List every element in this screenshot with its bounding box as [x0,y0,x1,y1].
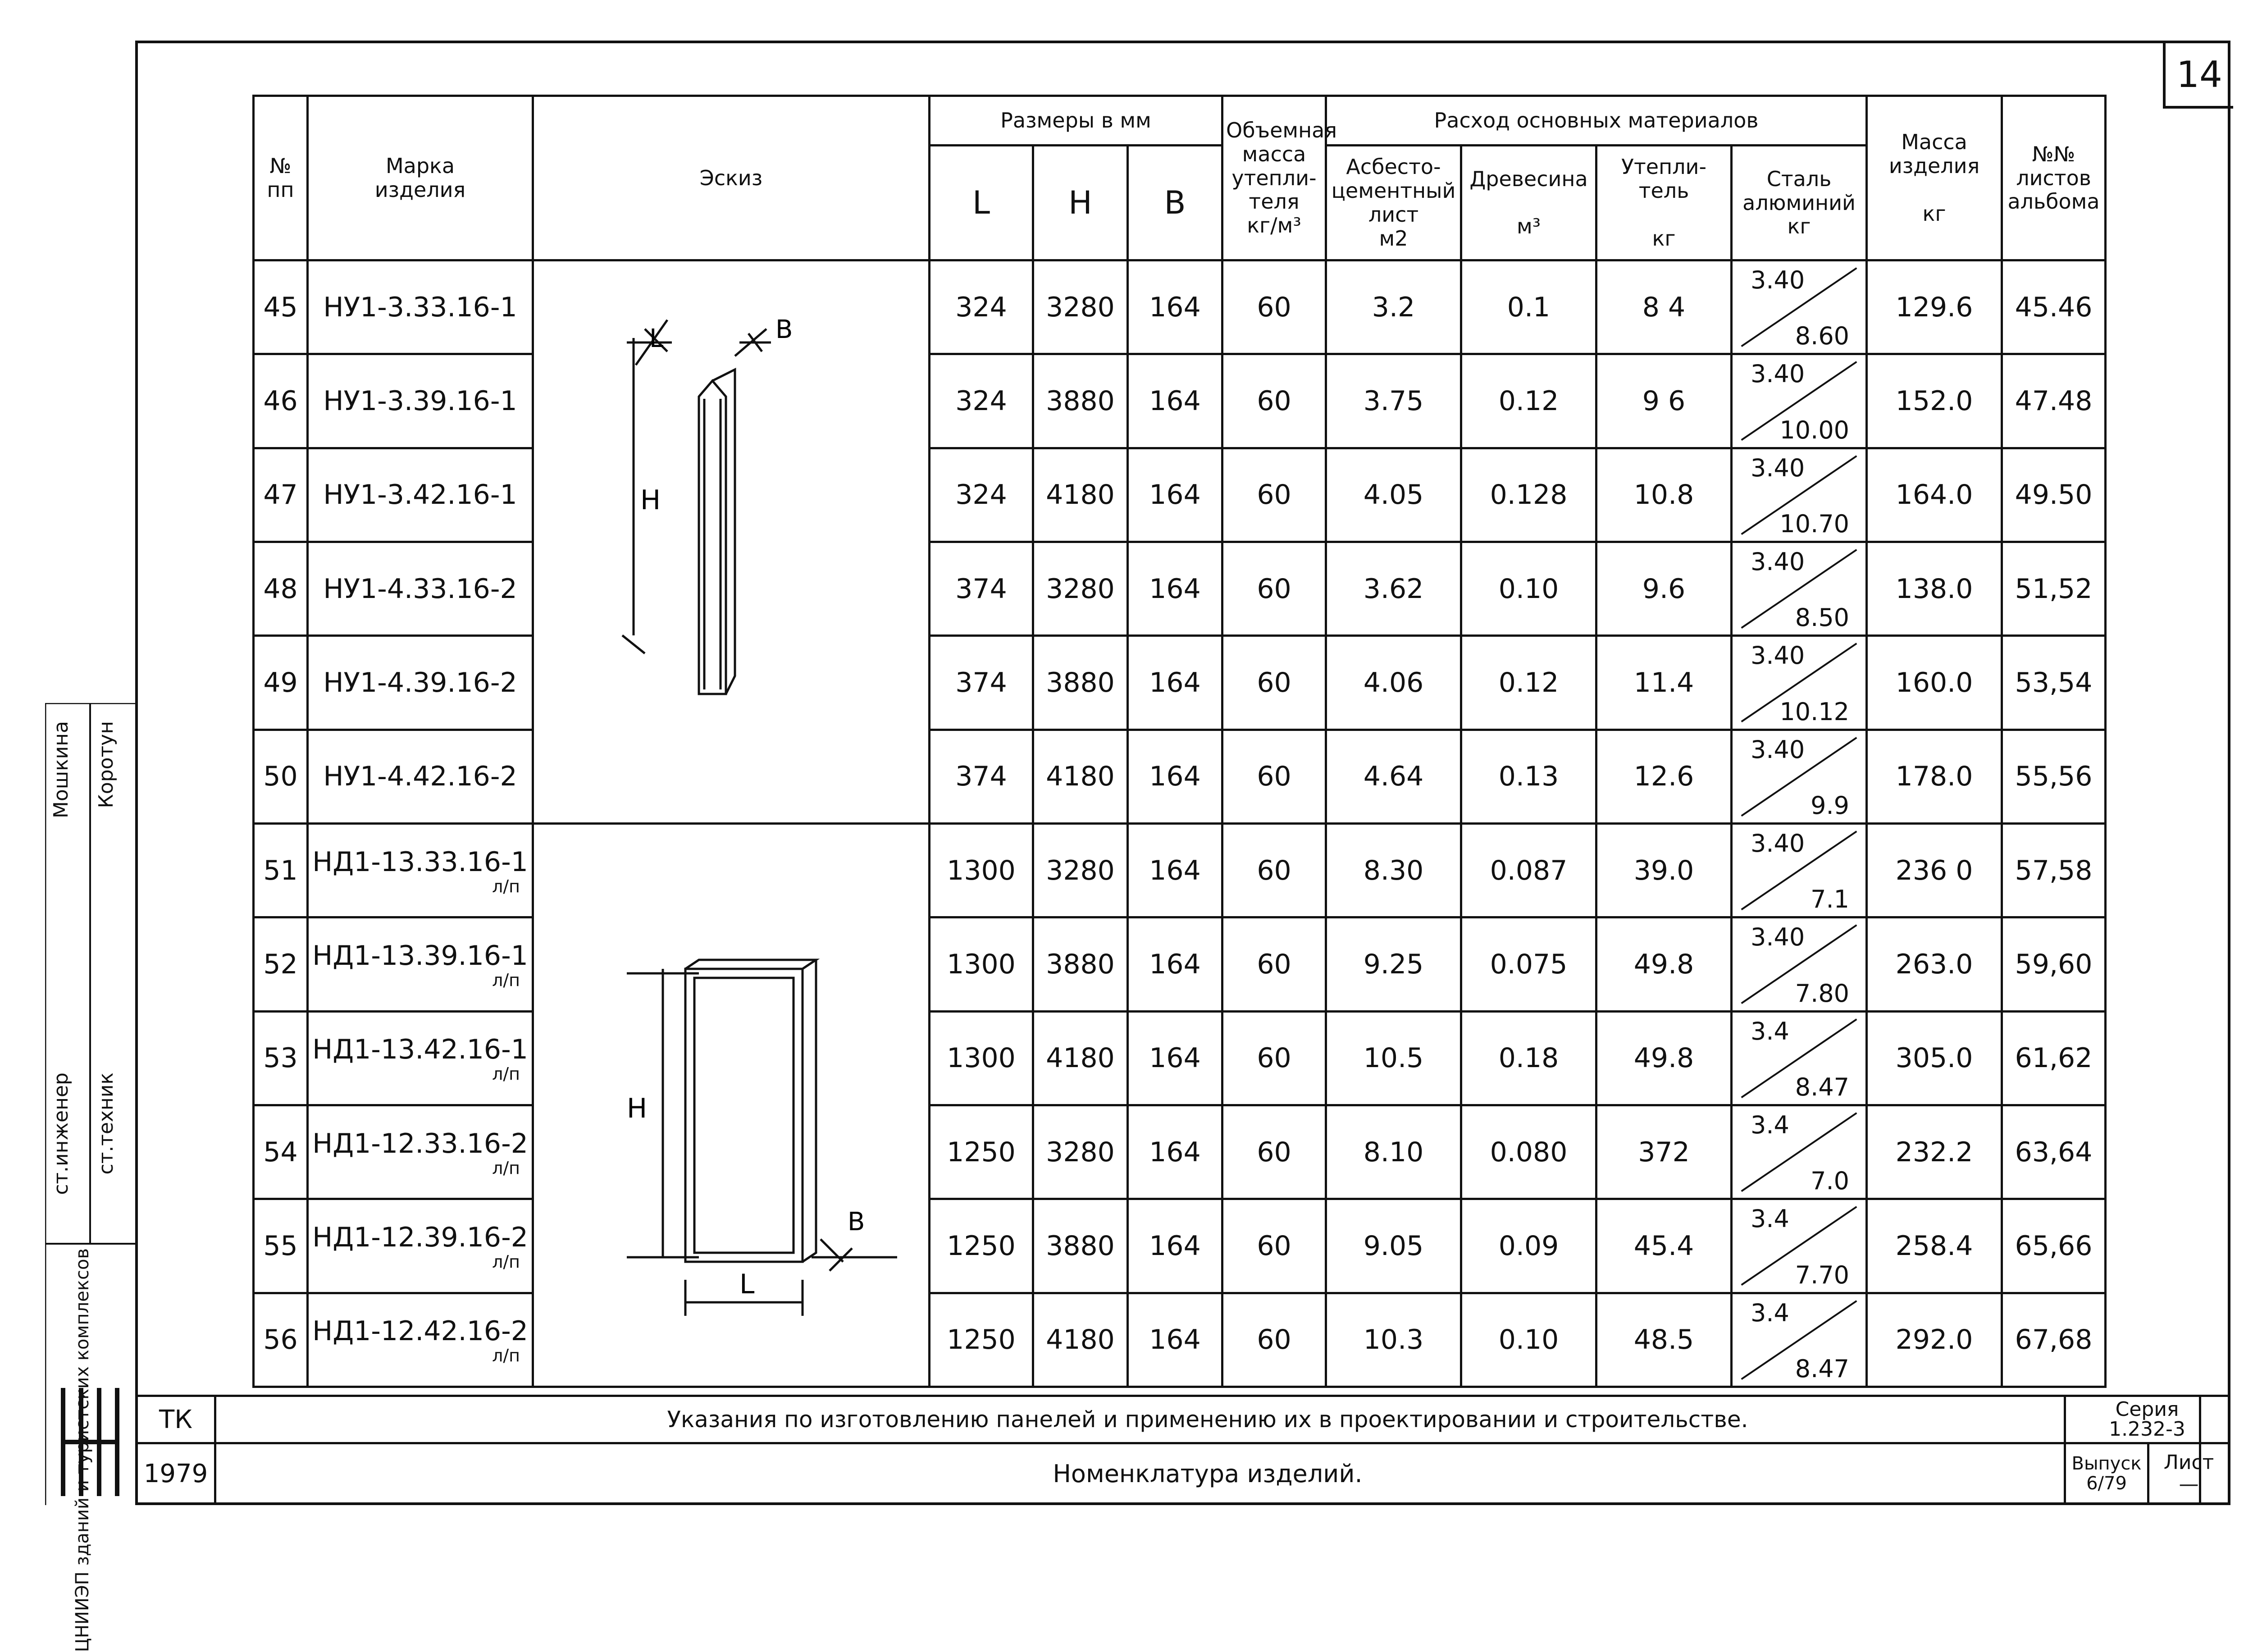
cell-wood: 0.12 [1461,636,1596,730]
cell-L: 1250 [930,1293,1033,1387]
issue-label: Выпуск [2071,1453,2142,1474]
cell-mark [308,448,533,542]
cell-no: 48 [254,542,308,635]
header-no: № пп [254,96,308,260]
cell-L: 374 [930,542,1033,635]
cell-asbestos: 3.2 [1326,260,1461,354]
cell-mass: 178.0 [1867,730,2002,823]
cell-wood: 0.128 [1461,448,1596,542]
cell-no: 49 [254,636,308,730]
cell-mark [308,260,533,354]
sketch-label-B: B [848,1207,865,1237]
cell-sheets: 53,54 [2002,636,2106,730]
cell-L: 1300 [930,1011,1033,1105]
header-sheets: №№ листов альбома [2002,96,2106,260]
cell-density: 60 [1222,542,1326,635]
cell-no: 50 [254,730,308,823]
cell-steel-aluminium [1732,730,1867,823]
header-mass-label: Масса изделия [1888,130,1980,178]
cell-L: 1250 [930,1199,1033,1293]
cell-sheets: 49.50 [2002,448,2106,542]
cell-steel-aluminium [1732,1105,1867,1199]
cell-mark [308,1199,533,1293]
cell-mass: 305.0 [1867,1011,2002,1105]
cell-sheets: 51,52 [2002,542,2106,635]
aluminium-value: 7.70 [1795,1260,1850,1289]
cell-insulation: 372 [1596,1105,1732,1199]
steel-value: 3.40 [1751,735,1805,764]
table-row [254,1199,2106,1293]
cell-no: 46 [254,354,308,448]
mark-suffix: л/п [492,1158,520,1178]
table-row [254,917,2106,1011]
header-density [1222,96,1337,260]
cell-mark [308,1105,533,1199]
title-block-series [2064,1395,2230,1444]
table-row [254,636,2106,730]
steel-value: 3.40 [1751,829,1805,858]
header-aluminium-label: алюминий [1742,190,1856,215]
cell-no: 55 [254,1199,308,1293]
cell-asbestos: 3.75 [1326,354,1461,448]
steel-value: 3.40 [1751,360,1805,388]
mark-text: НУ1-3.42.16-1 [323,479,517,511]
cell-B: 164 [1128,260,1222,354]
cell-density: 60 [1222,1105,1326,1199]
steel-value: 3.40 [1751,453,1805,482]
cell-H: 3880 [1033,1199,1128,1293]
aluminium-value: 10.12 [1779,697,1850,726]
mark-suffix: л/п [492,876,520,896]
mark-text: НУ1-3.39.16-1 [323,385,517,417]
steel-value: 3.40 [1751,923,1805,952]
aluminium-value: 7.0 [1811,1167,1850,1196]
mark-text: НД1-12.42.16-2 [312,1315,528,1347]
header-insulation [1596,146,1732,260]
cell-L: 374 [930,730,1033,823]
cell-steel-aluminium [1732,354,1867,448]
header-materials: Расход основных материалов [1326,96,1867,146]
header-asbestos-label: Асбесто-цементный лист [1331,155,1456,227]
header-wood [1461,146,1596,260]
table-row [254,1293,2106,1387]
cell-B: 164 [1128,1293,1222,1387]
cell-B: 164 [1128,730,1222,823]
cell-wood: 0.10 [1461,542,1596,635]
mark-text: НУ1-3.33.16-1 [323,291,517,323]
mark-text: НУ1-4.42.16-2 [323,761,517,793]
cell-no: 54 [254,1105,308,1199]
table-row [254,354,2106,448]
cell-mark [308,1293,533,1387]
series-label: Серия [2115,1398,2179,1421]
cell-H: 4180 [1033,448,1128,542]
cell-insulation: 48.5 [1596,1293,1732,1387]
cell-density: 60 [1222,260,1326,354]
cell-L: 1300 [930,824,1033,917]
cell-steel-aluminium [1732,260,1867,354]
cell-no: 47 [254,448,308,542]
table-row [254,1011,2106,1105]
cell-insulation: 49.8 [1596,1011,1732,1105]
cell-density: 60 [1222,1011,1326,1105]
table-row [254,1105,2106,1199]
steel-value: 3.4 [1751,1298,1789,1327]
cell-asbestos: 8.30 [1326,824,1461,917]
cell-density: 60 [1222,1199,1326,1293]
aluminium-value: 7.1 [1811,885,1850,914]
header-density-label: Объемная масса утепли-теля [1226,118,1337,214]
header-steel-label: Сталь [1766,166,1832,191]
cell-mark [308,917,533,1011]
cell-insulation: 49.8 [1596,917,1732,1011]
cell-mark [308,542,533,635]
cell-L: 1300 [930,917,1033,1011]
steel-value: 3.4 [1751,1110,1789,1139]
cell-no: 53 [254,1011,308,1105]
cell-asbestos: 4.05 [1326,448,1461,542]
cell-H: 4180 [1033,730,1128,823]
cell-mark [308,354,533,448]
cell-asbestos: 10.5 [1326,1011,1461,1105]
title-block-tk: ТК [135,1395,216,1444]
steel-value: 3.4 [1751,1205,1789,1233]
cell-L: 1250 [930,1105,1033,1199]
table-row [254,260,2106,354]
cell-no: 51 [254,824,308,917]
table-row [254,542,2106,635]
cell-L: 324 [930,260,1033,354]
cell-H: 3280 [1033,1105,1128,1199]
aluminium-value: 8.60 [1795,322,1850,351]
mark-text: НД1-12.33.16-2 [312,1127,528,1159]
cell-mass: 138.0 [1867,542,2002,635]
cell-H: 4180 [1033,1011,1128,1105]
cell-wood: 0.09 [1461,1199,1596,1293]
header-sizes: Размеры в мм [930,96,1222,146]
cell-mass: 236 0 [1867,824,2002,917]
cell-mark [308,730,533,823]
stamp-name-2: Коротун [95,721,118,808]
cell-steel-aluminium [1732,1293,1867,1387]
table-row [254,730,2106,823]
cell-insulation: 9.6 [1596,542,1732,635]
cell-asbestos: 3.62 [1326,542,1461,635]
cell-H: 3880 [1033,636,1128,730]
header-mass [1867,96,2002,260]
title-block [135,1395,2230,1505]
cell-B: 164 [1128,636,1222,730]
header-mark: Марка изделия [308,96,533,260]
sheet-label: Лист [2163,1451,2214,1474]
sketch-label-L: L [739,1269,755,1300]
mark-suffix: л/п [492,1346,520,1366]
aluminium-value: 9.9 [1811,791,1850,820]
cell-no: 45 [254,260,308,354]
title-block-subtitle: Номенклатура изделий. [214,1442,2201,1505]
header-steel [1732,146,1867,260]
cell-B: 164 [1128,448,1222,542]
cell-L: 324 [930,448,1033,542]
cell-B: 164 [1128,1105,1222,1199]
cell-B: 164 [1128,917,1222,1011]
title-block-sheet [2147,1442,2230,1505]
cell-wood: 0.13 [1461,730,1596,823]
steel-value: 3.4 [1751,1017,1789,1045]
cell-B: 164 [1128,824,1222,917]
cell-mass: 263.0 [1867,917,2002,1011]
cell-density: 60 [1222,917,1326,1011]
header-H: H [1033,146,1128,260]
aluminium-value: 8.47 [1795,1355,1850,1383]
cell-B: 164 [1128,542,1222,635]
cell-mass: 164.0 [1867,448,2002,542]
steel-value: 3.40 [1751,641,1805,670]
cell-asbestos: 9.25 [1326,917,1461,1011]
cell-insulation: 12.6 [1596,730,1732,823]
sketch-label-H: H [627,1093,648,1124]
stamp-name-1: Мошкина [50,721,73,819]
cell-insulation: 45.4 [1596,1199,1732,1293]
cell-sheets: 45.46 [2002,260,2106,354]
cell-asbestos: 8.10 [1326,1105,1461,1199]
cell-wood: 0.080 [1461,1105,1596,1199]
cell-asbestos: 4.06 [1326,636,1461,730]
cell-mass: 160.0 [1867,636,2002,730]
cell-insulation: 8 4 [1596,260,1732,354]
aluminium-value: 8.47 [1795,1072,1850,1101]
stamp-org: ЦНИИЭП зданий и туристских комплексов [72,1248,93,1652]
aluminium-value: 7.80 [1795,979,1850,1008]
cell-no: 56 [254,1293,308,1387]
steel-value: 3.40 [1751,266,1805,294]
sketch-label-L: L [649,324,664,353]
sketch-wall-panel [533,824,930,1387]
cell-wood: 0.075 [1461,917,1596,1011]
cell-sheets: 67,68 [2002,1293,2106,1387]
cell-density: 60 [1222,824,1326,917]
cell-H: 3880 [1033,917,1128,1011]
cell-H: 3280 [1033,542,1128,635]
cell-density: 60 [1222,354,1326,448]
title-block-year: 1979 [135,1442,216,1505]
cell-density: 60 [1222,730,1326,823]
header-mass-unit: кг [1922,201,1946,226]
stamp-role-1: ст.инженер [50,1072,73,1195]
aluminium-value: 10.70 [1779,509,1850,538]
wall-panel-drawing [537,825,929,1379]
steel-value: 3.40 [1751,547,1805,576]
cell-mark [308,1011,533,1105]
sketch-corner-panel [533,260,930,824]
header-B: B [1128,146,1222,260]
cell-steel-aluminium [1732,917,1867,1011]
cell-wood: 0.087 [1461,824,1596,917]
cell-density: 60 [1222,1293,1326,1387]
cell-wood: 0.12 [1461,354,1596,448]
header-insulation-unit: кг [1652,226,1676,251]
cell-mass: 292.0 [1867,1293,2002,1387]
mark-text: НУ1-4.39.16-2 [323,666,517,698]
stamp-role-2: ст.техник [95,1072,118,1175]
institute-logo [54,1379,131,1505]
mark-text: НД1-13.39.16-1 [312,940,528,972]
cell-sheets: 65,66 [2002,1199,2106,1293]
cell-asbestos: 10.3 [1326,1293,1461,1387]
cell-H: 3280 [1033,260,1128,354]
cell-mass: 258.4 [1867,1199,2002,1293]
cell-sheets: 55,56 [2002,730,2106,823]
nomenclature-table [252,95,2107,1388]
cell-steel-aluminium [1732,542,1867,635]
cell-wood: 0.18 [1461,1011,1596,1105]
header-steel-unit: кг [1787,214,1811,239]
series-value: 1.232-3 [2109,1418,2185,1441]
cell-sheets: 63,64 [2002,1105,2106,1199]
table-row [254,448,2106,542]
cell-sheets: 61,62 [2002,1011,2106,1105]
cell-mass: 129.6 [1867,260,2002,354]
aluminium-value: 8.50 [1795,603,1850,632]
cell-wood: 0.10 [1461,1293,1596,1387]
cell-insulation: 9 6 [1596,354,1732,448]
cell-H: 4180 [1033,1293,1128,1387]
cell-H: 3280 [1033,824,1128,917]
title-block-issue [2064,1442,2149,1505]
cell-insulation: 10.8 [1596,448,1732,542]
cell-asbestos: 9.05 [1326,1199,1461,1293]
header-density-unit: кг/м³ [1247,213,1301,238]
sketch-label-H: H [640,484,661,516]
cell-B: 164 [1128,1011,1222,1105]
cell-H: 3880 [1033,354,1128,448]
cell-asbestos: 4.64 [1326,730,1461,823]
cell-no: 52 [254,917,308,1011]
cell-steel-aluminium [1732,448,1867,542]
header-insulation-label: Утепли-тель [1621,155,1707,203]
cell-sheets: 57,58 [2002,824,2106,917]
mark-text: НД1-13.42.16-1 [312,1034,528,1066]
header-asbestos-unit: м2 [1379,226,1408,251]
header-L: L [930,146,1033,260]
table-row [254,824,2106,917]
cell-steel-aluminium [1732,1011,1867,1105]
cell-insulation: 11.4 [1596,636,1732,730]
aluminium-value: 10.00 [1779,415,1850,444]
cell-mass: 152.0 [1867,354,2002,448]
cell-sheets: 47.48 [2002,354,2106,448]
cell-density: 60 [1222,448,1326,542]
header-wood-unit: м³ [1516,214,1541,239]
cell-L: 374 [930,636,1033,730]
mark-suffix: л/п [492,1064,520,1084]
mark-text: НД1-13.33.16-1 [312,846,528,878]
cell-steel-aluminium [1732,824,1867,917]
header-asbestos [1326,146,1461,260]
mark-suffix: л/п [492,1251,520,1272]
cell-B: 164 [1128,354,1222,448]
cell-steel-aluminium [1732,636,1867,730]
cell-steel-aluminium [1732,1199,1867,1293]
cell-mass: 232.2 [1867,1105,2002,1199]
header-sketch: Эскиз [533,96,930,260]
sheet-number: 14 [2163,43,2233,109]
cell-B: 164 [1128,1199,1222,1293]
cell-L: 324 [930,354,1033,448]
sketch-label-B: B [775,315,793,344]
corner-panel-drawing [537,261,929,816]
mark-text: НУ1-4.33.16-2 [323,573,517,605]
cell-insulation: 39.0 [1596,824,1732,917]
sheet-value: — [2179,1473,2199,1496]
title-block-title: Указания по изготовлению панелей и применению их в проектировании и строительстве. [214,1395,2201,1444]
issue-value: 6/79 [2086,1473,2127,1494]
cell-mark [308,636,533,730]
mark-suffix: л/п [492,970,520,990]
cell-sheets: 59,60 [2002,917,2106,1011]
header-wood-label: Древесина [1469,166,1588,191]
mark-text: НД1-12.39.16-2 [312,1221,528,1253]
cell-density: 60 [1222,636,1326,730]
cell-mark [308,824,533,917]
cell-wood: 0.1 [1461,260,1596,354]
